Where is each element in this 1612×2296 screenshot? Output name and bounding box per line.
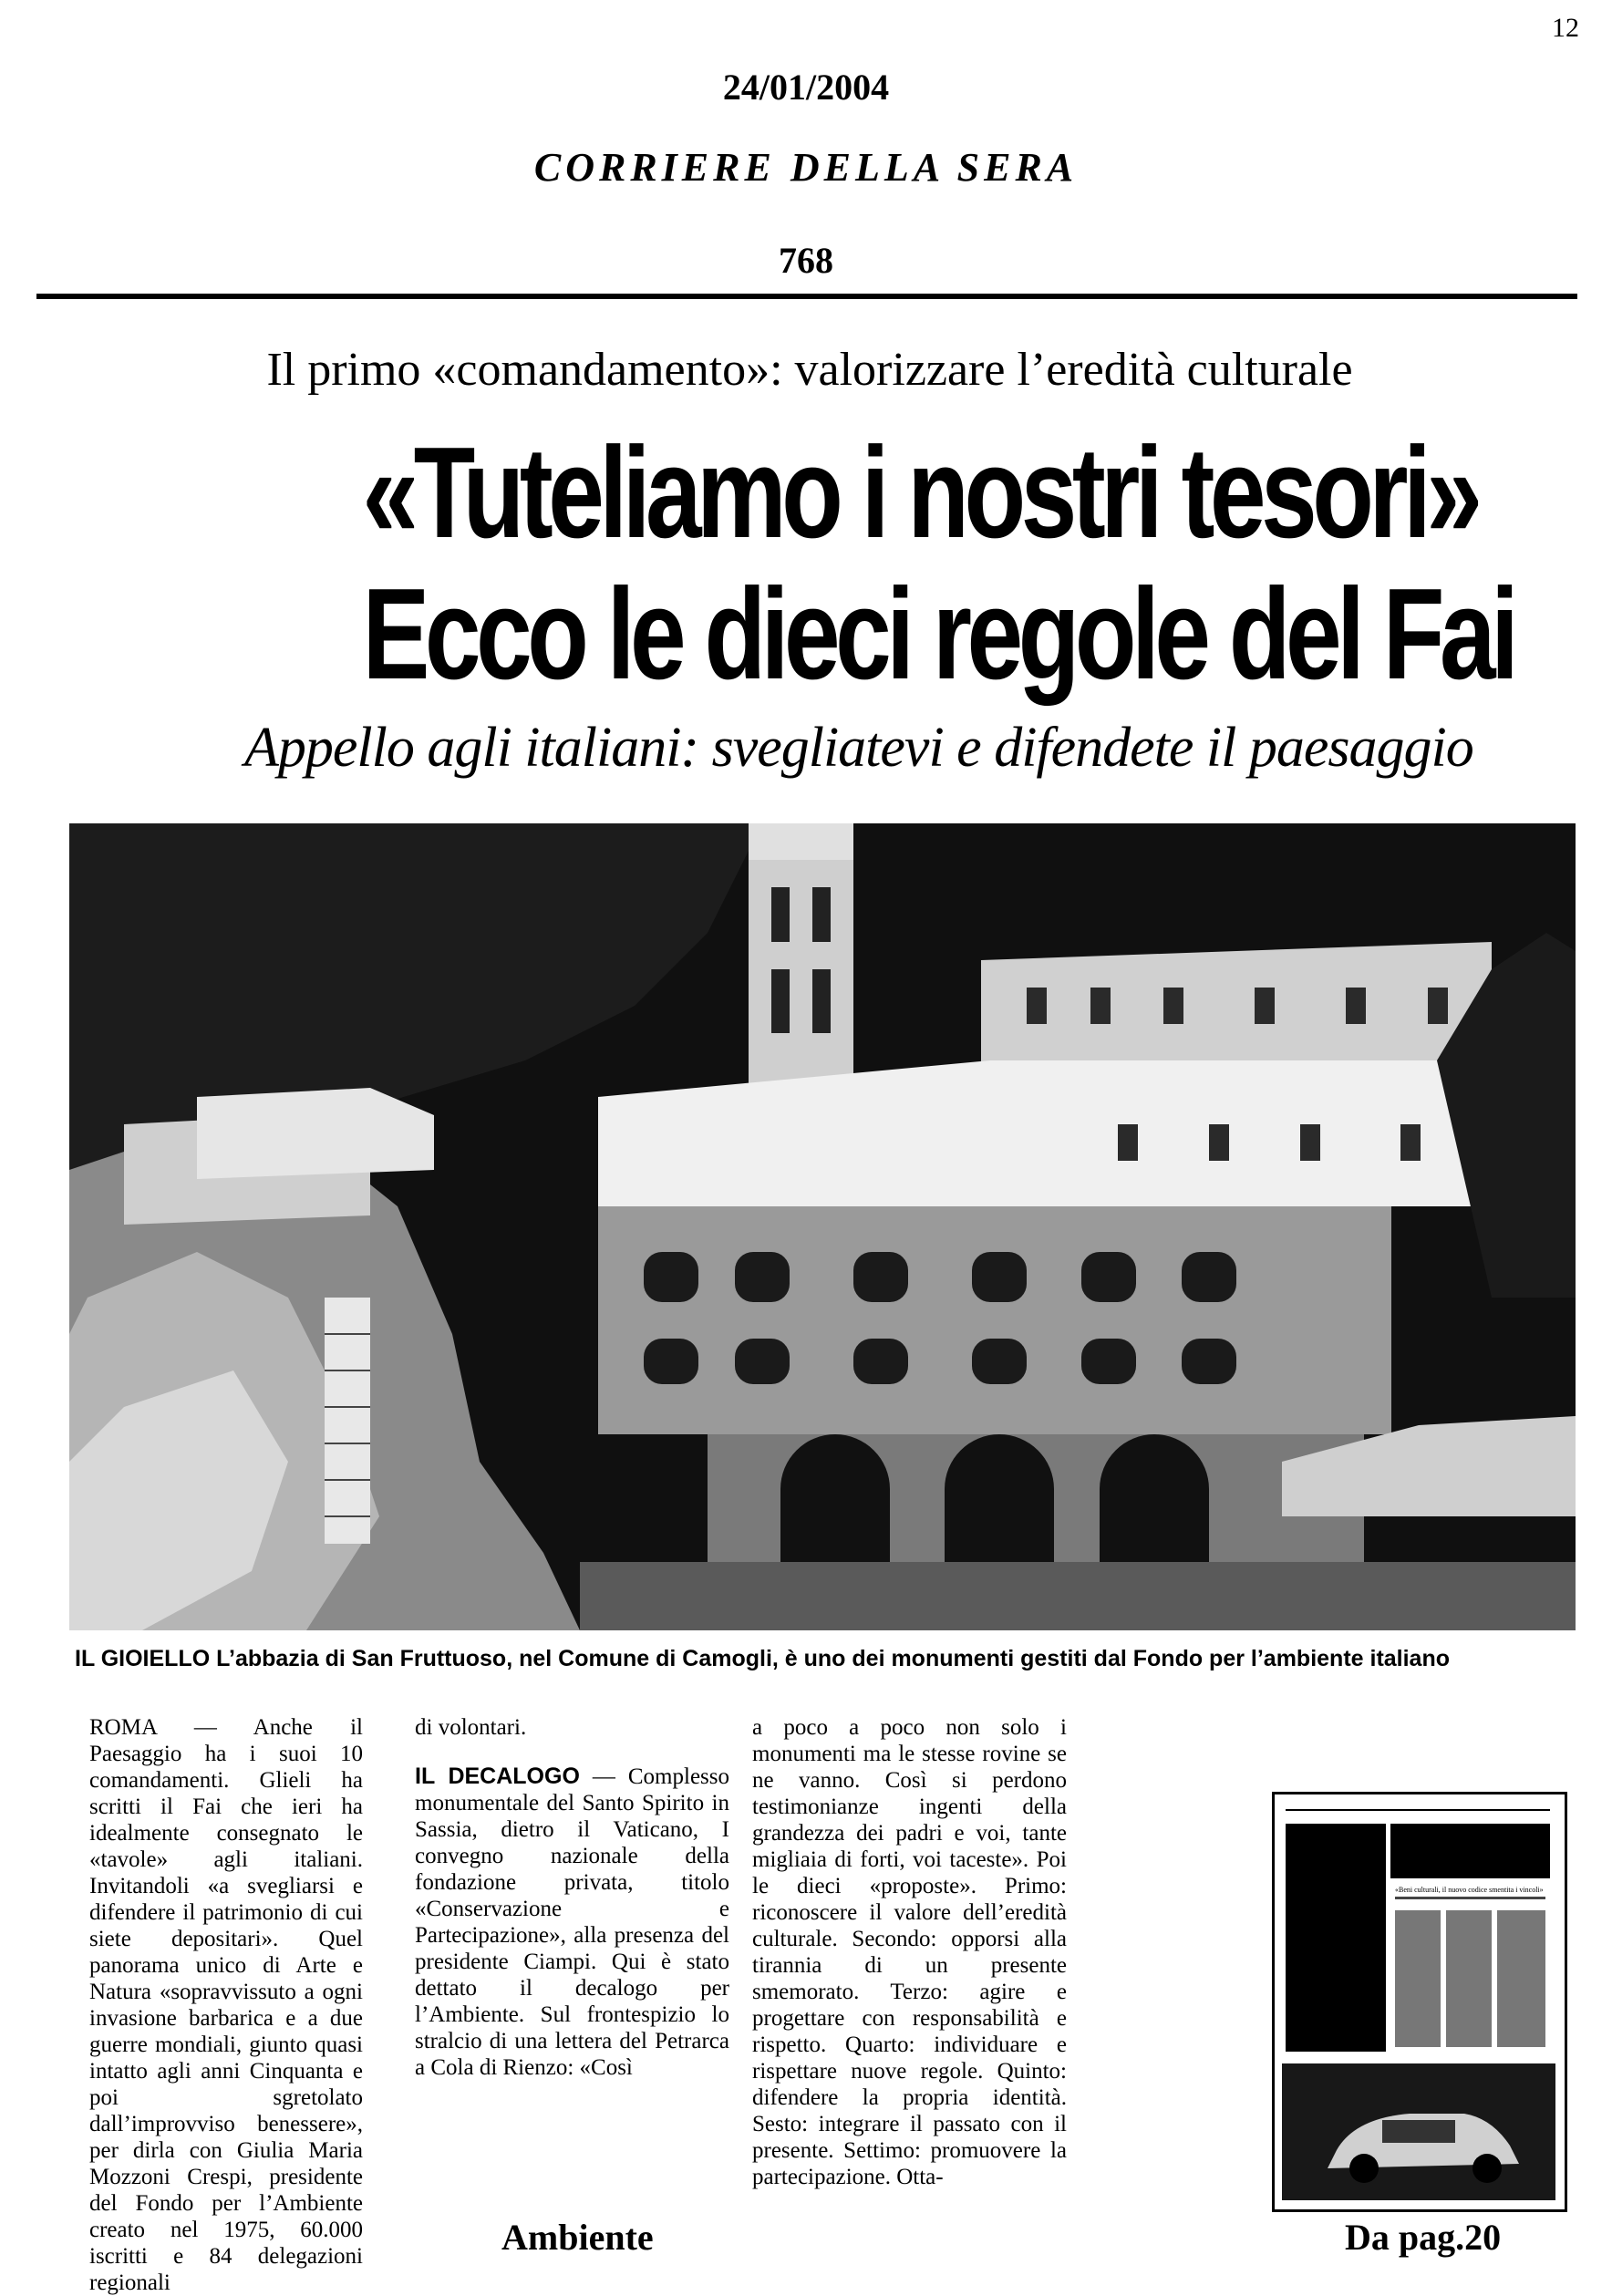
thumbnail-page-layout (1286, 1805, 1550, 2052)
kicker: Il primo «comandamento»: valorizzare l’eredità culturale (266, 344, 1353, 396)
abbey-photo (69, 823, 1576, 1630)
thumbnail-car-photo (1282, 2063, 1555, 2200)
abbey-photo-drawing (69, 823, 1576, 1630)
article-column-1: ROMA — Anche il Paesaggio ha i suoi 10 comandamenti. Glieli ha scritti il Fai che ieri ha idealmente consegnato le «tavole» agli italiani. Invitandoli «a svegliarsi e difendere il patrimonio di cui siete depositari». Quel panorama unico di Arte e Natura «sopravvissuto a ogni invasione barbarica e a due guerre mondiali, giunto quasi intatto agli anni Cinquanta e poi sgretolato dall’improvviso benessere», per dirla con Giulia Maria Mozzoni Crespi, presidente del Fondo per l’Ambiente creato nel 1975, 60.000 iscritti e 84 delegazioni regionali (89, 1715, 363, 2295)
newspaper-name: CORRIERE DELLA SERA (533, 145, 1079, 190)
deck-subtitle: Appello agli italiani: svegliatevi e difendete il paesaggio (244, 717, 1473, 779)
article-column-3: a poco a poco non solo i monumenti ma le stesse rovine se ne vanno. Così si perdono testimonianze ingenti della grandezza dei padri e voi, tante migliaia di forti, voi taceste». Poi le dieci «proposte». Primo: riconoscere il valore dell’eredità culturale. Secondo: opporsi alla tirannia di un presente smemorato. Terzo: agire e progettare con responsabilità e rispetto. Quarto: individuare e rispettare nuove regole. Quinto: difendere la propria identità. Sesto: integrare il passato con il presente. Settimo: promuovere la partecipazione. Otta- (752, 1715, 1067, 2189)
thumbnail-headline: «Beni culturali, il nuovo codice smentita i vincoli» (1395, 1886, 1555, 1894)
photo-caption (75, 1646, 1579, 1672)
column-2-intro: di volontari. (415, 1715, 527, 1740)
continued-from-page: Da pag.20 (1345, 2217, 1502, 2258)
publication-date: 24/01/2004 (722, 67, 890, 108)
header-rule (36, 294, 1577, 299)
caption-text: L’abbazia di San Fruttuoso, nel Comune di Camogli, è uno dei monumenti gestiti dal Fondo per l’ambiente italiano (216, 1646, 1451, 1671)
article-column-2 (415, 1714, 729, 2207)
column-2-text: — Complesso monumentale del Santo Spirito in Sassia, dietro il Vaticano, I convegno nazionale della fondazione privata, titolo «Conservazione e Partecipazione», alla presenza del presidente Ciampi. Qui è stato dettato il decalogo per l’Ambiente. Sul frontespizio lo stralcio di una lettera del Petrarca a Cola di Rienzo: «Così (415, 1764, 729, 2080)
decalogo-subhead: IL DECALOGO (415, 1763, 580, 1789)
page-thumbnail (1272, 1792, 1567, 2212)
clipping-code: 768 (779, 240, 833, 281)
section-label: Ambiente (501, 2217, 654, 2258)
caption-label: IL GIOIELLO (75, 1646, 211, 1671)
headline-line-2: Ecco le dieci regole del Fai (362, 562, 1514, 707)
page-number: 12 (1552, 13, 1579, 43)
headline-line-1: «Tuteliamo i nostri tesori» (362, 420, 1478, 565)
